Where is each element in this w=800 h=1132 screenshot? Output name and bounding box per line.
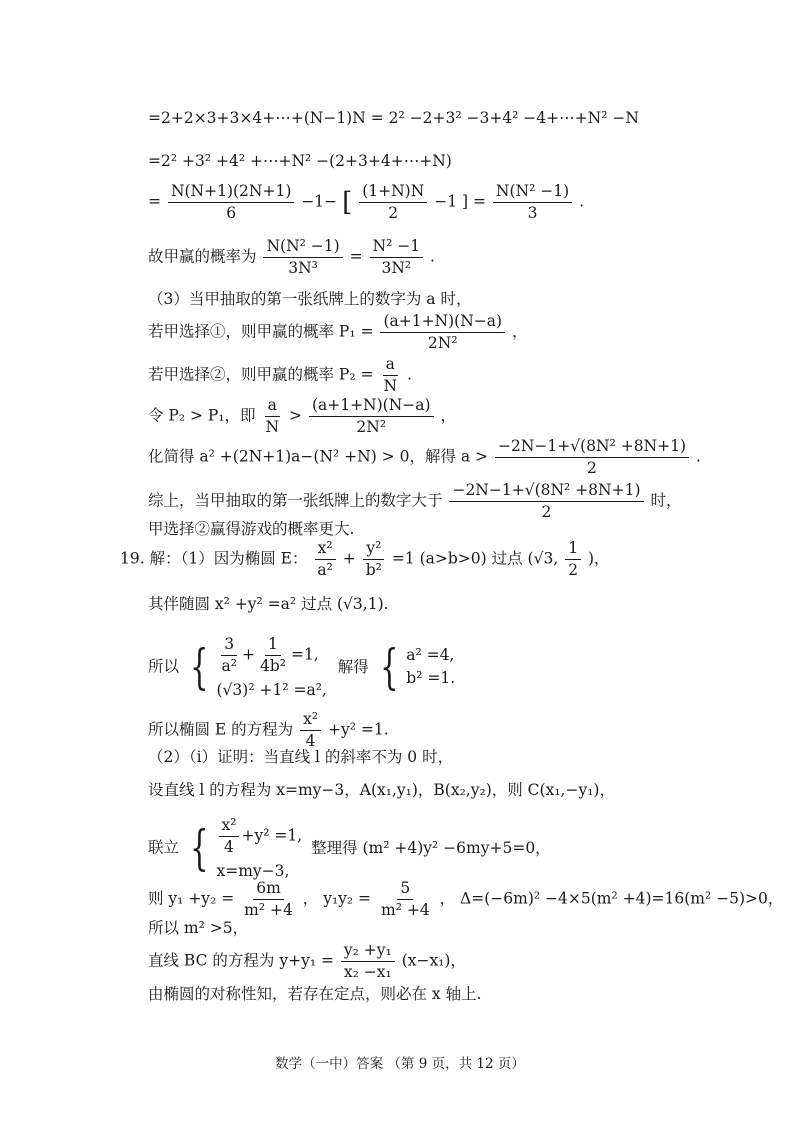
equation-system: { $\frac{3}{\text{a²}}$ + $\frac{1}{\text{4b²}}$ =1, (√3)² +1² =a², bbox=[190, 635, 327, 700]
text-line-21: 直线 BC 的方程为 y+y₁ = $\frac{\text{y₂ +y₁}}{\text{x₂ −x₁}}$ (x−x₁)， bbox=[148, 941, 466, 982]
fraction: $\frac{a}{N}$ bbox=[265, 396, 280, 437]
solution-system: { a² =4, b² =1. bbox=[379, 639, 456, 696]
eq-line-2: =2² +3² +4² +⋯+N² −(2+3+4+⋯+N) bbox=[148, 152, 452, 170]
text-line-15: 所以椭圆 E 的方程为 $\frac{\text{x²}}{4}$ +y² =1. bbox=[148, 710, 389, 751]
fraction: $\frac{\text{−2N−1+√(8N² +8N+1)}}{2}$ bbox=[449, 482, 643, 521]
fraction: $\frac{3}{\text{a²}}$ bbox=[221, 635, 237, 676]
fraction: $\frac{(1+N)N}{2}$ bbox=[359, 183, 427, 222]
fraction: $\frac{\text{x²}}{\text{a²}}$ bbox=[314, 540, 335, 579]
fraction: $\frac{1}{\text{4b²}}$ bbox=[259, 635, 286, 676]
text-line-10: 综上，当甲抽取的第一张纸牌上的数字大于 $\frac{\text{−2N−1+√(8N² +8N+1)}}{2}$ 时， bbox=[148, 481, 682, 522]
text-line-6: 若甲选择①，则甲赢的概率 P₁ = $\frac{(a+1+N)(N-a)}{\text{2N²}}$ ， bbox=[148, 312, 528, 353]
text-line-20: 所以 m² >5， bbox=[148, 919, 249, 937]
system-line-18: 联立 { $\frac{\text{x²}}{4}$ +y² =1, x=my−3, 整理得 (m² +4)y² −6my+5=0， bbox=[148, 816, 551, 881]
text-line-17: 设直线 l 的方程为 x=my−3，A(x₁,y₁)，B(x₂,y₂)，则 C(x₁,−y₁)， bbox=[148, 781, 615, 799]
system-line-14: 所以 { $\frac{3}{\text{a²}}$ + $\frac{1}{\text{4b²}}$ =1, (√3)² +1² =a², 解得 { a² =4, b² =1. bbox=[148, 635, 456, 700]
fraction: $\frac{6m}{\text{m² +4}}$ bbox=[244, 879, 293, 920]
text-line-5: （3）当甲抽取的第一张纸牌上的数字为 a 时， bbox=[148, 290, 472, 308]
text-line-13: 其伴随圆 x² +y² =a² 过点 (√3,1). bbox=[148, 595, 389, 613]
text-line-22: 由椭圆的对称性知，若存在定点，则必在 x 轴上. bbox=[148, 985, 482, 1003]
problem-19-line: 19. 解：（1）因为椭圆 E： $\frac{\text{x²}}{\text{a²}}$ + $\frac{\text{y²}}{\text{b²}}$ =1 (a>b>0) 过点 (√3, $\frac{1}{2}$ )， bbox=[120, 539, 610, 580]
eq-line-1: =2+2×3+3×4+⋯+(N−1)N = 2² −2+3² −3+4² −4+⋯+N² −N bbox=[148, 109, 639, 127]
text-line-8: 令 P₂ > P₁，即 $\frac{a}{N}$ > $\frac{(a+1+N)(N-a)}{\text{2N²}}$ ， bbox=[148, 396, 457, 437]
fraction: $\frac{a}{N}$ bbox=[383, 355, 397, 396]
fraction: $\frac{5}{\text{m² +4}}$ bbox=[381, 879, 430, 920]
fraction: $\frac{\text{y₂ +y₁}}{\text{x₂ −x₁}}$ bbox=[341, 942, 395, 981]
text-line-16: （2）（i）证明：当直线 l 的斜率不为 0 时， bbox=[148, 748, 454, 766]
page-footer: 数学（一中）答案 （第 9 页，共 12 页） bbox=[275, 1056, 525, 1072]
equals-sign: = bbox=[148, 192, 161, 211]
fraction: $\frac{\text{N(N² −1)}}{3}$ bbox=[493, 183, 572, 222]
text-line-9: 化简得 a² +(2N+1)a−(N² +N) > 0，解得 a > $\frac{\text{−2N−1+√(8N² +8N+1)}}{2}$ . bbox=[148, 437, 701, 478]
text-line-7: 若甲选择②，则甲赢的概率 P₂ = $\frac{a}{N}$ . bbox=[148, 355, 412, 396]
fraction: $\frac{\text{x²}}{4}$ bbox=[219, 817, 240, 856]
fraction: $\frac{\text{y²}}{\text{b²}}$ bbox=[363, 540, 385, 579]
fraction: $\frac{N(N+1)(2N+1)}{6}$ bbox=[168, 183, 294, 222]
text-line-11: 甲选择②赢得游戏的概率更大. bbox=[148, 520, 355, 538]
fraction: $\frac{1}{2}$ bbox=[565, 540, 581, 579]
fraction: $\frac{(a+1+N)(N-a)}{\text{2N²}}$ bbox=[380, 313, 505, 352]
eq-line-3: = $\frac{N(N+1)(2N+1)}{6}$ −1− [ $\frac{(1+N)N}{2}$ −1 ] = $\frac{\text{N(N² −1)}}{3}$ . bbox=[148, 182, 584, 223]
fraction: $\frac{\text{N² −1}}{\text{3N²}}$ bbox=[370, 238, 424, 277]
equation-system: { $\frac{\text{x²}}{4}$ +y² =1, x=my−3, bbox=[190, 816, 303, 881]
problem-number: 19. bbox=[120, 549, 145, 568]
fraction: $\frac{\text{N(N² −1)}}{\text{3N³}}$ bbox=[263, 238, 342, 277]
eq-line-4: 故甲赢的概率为 $\frac{\text{N(N² −1)}}{\text{3N³}}$ = $\frac{\text{N² −1}}{\text{3N²}}$ . bbox=[148, 237, 435, 278]
fraction: $\frac{(a+1+N)(N-a)}{\text{2N²}}$ bbox=[309, 397, 434, 436]
fraction: $\frac{\text{x²}}{4}$ bbox=[300, 711, 321, 750]
text-line-19: 则 y₁ +y₂ = $\frac{6m}{\text{m² +4}}$ ， y₁y₂ = $\frac{5}{\text{m² +4}}$ ， Δ=(−6m)² −4×5(m² +4)=16(m² −5)>0， bbox=[148, 879, 784, 920]
fraction: $\frac{\text{−2N−1+√(8N² +8N+1)}}{2}$ bbox=[495, 438, 689, 477]
